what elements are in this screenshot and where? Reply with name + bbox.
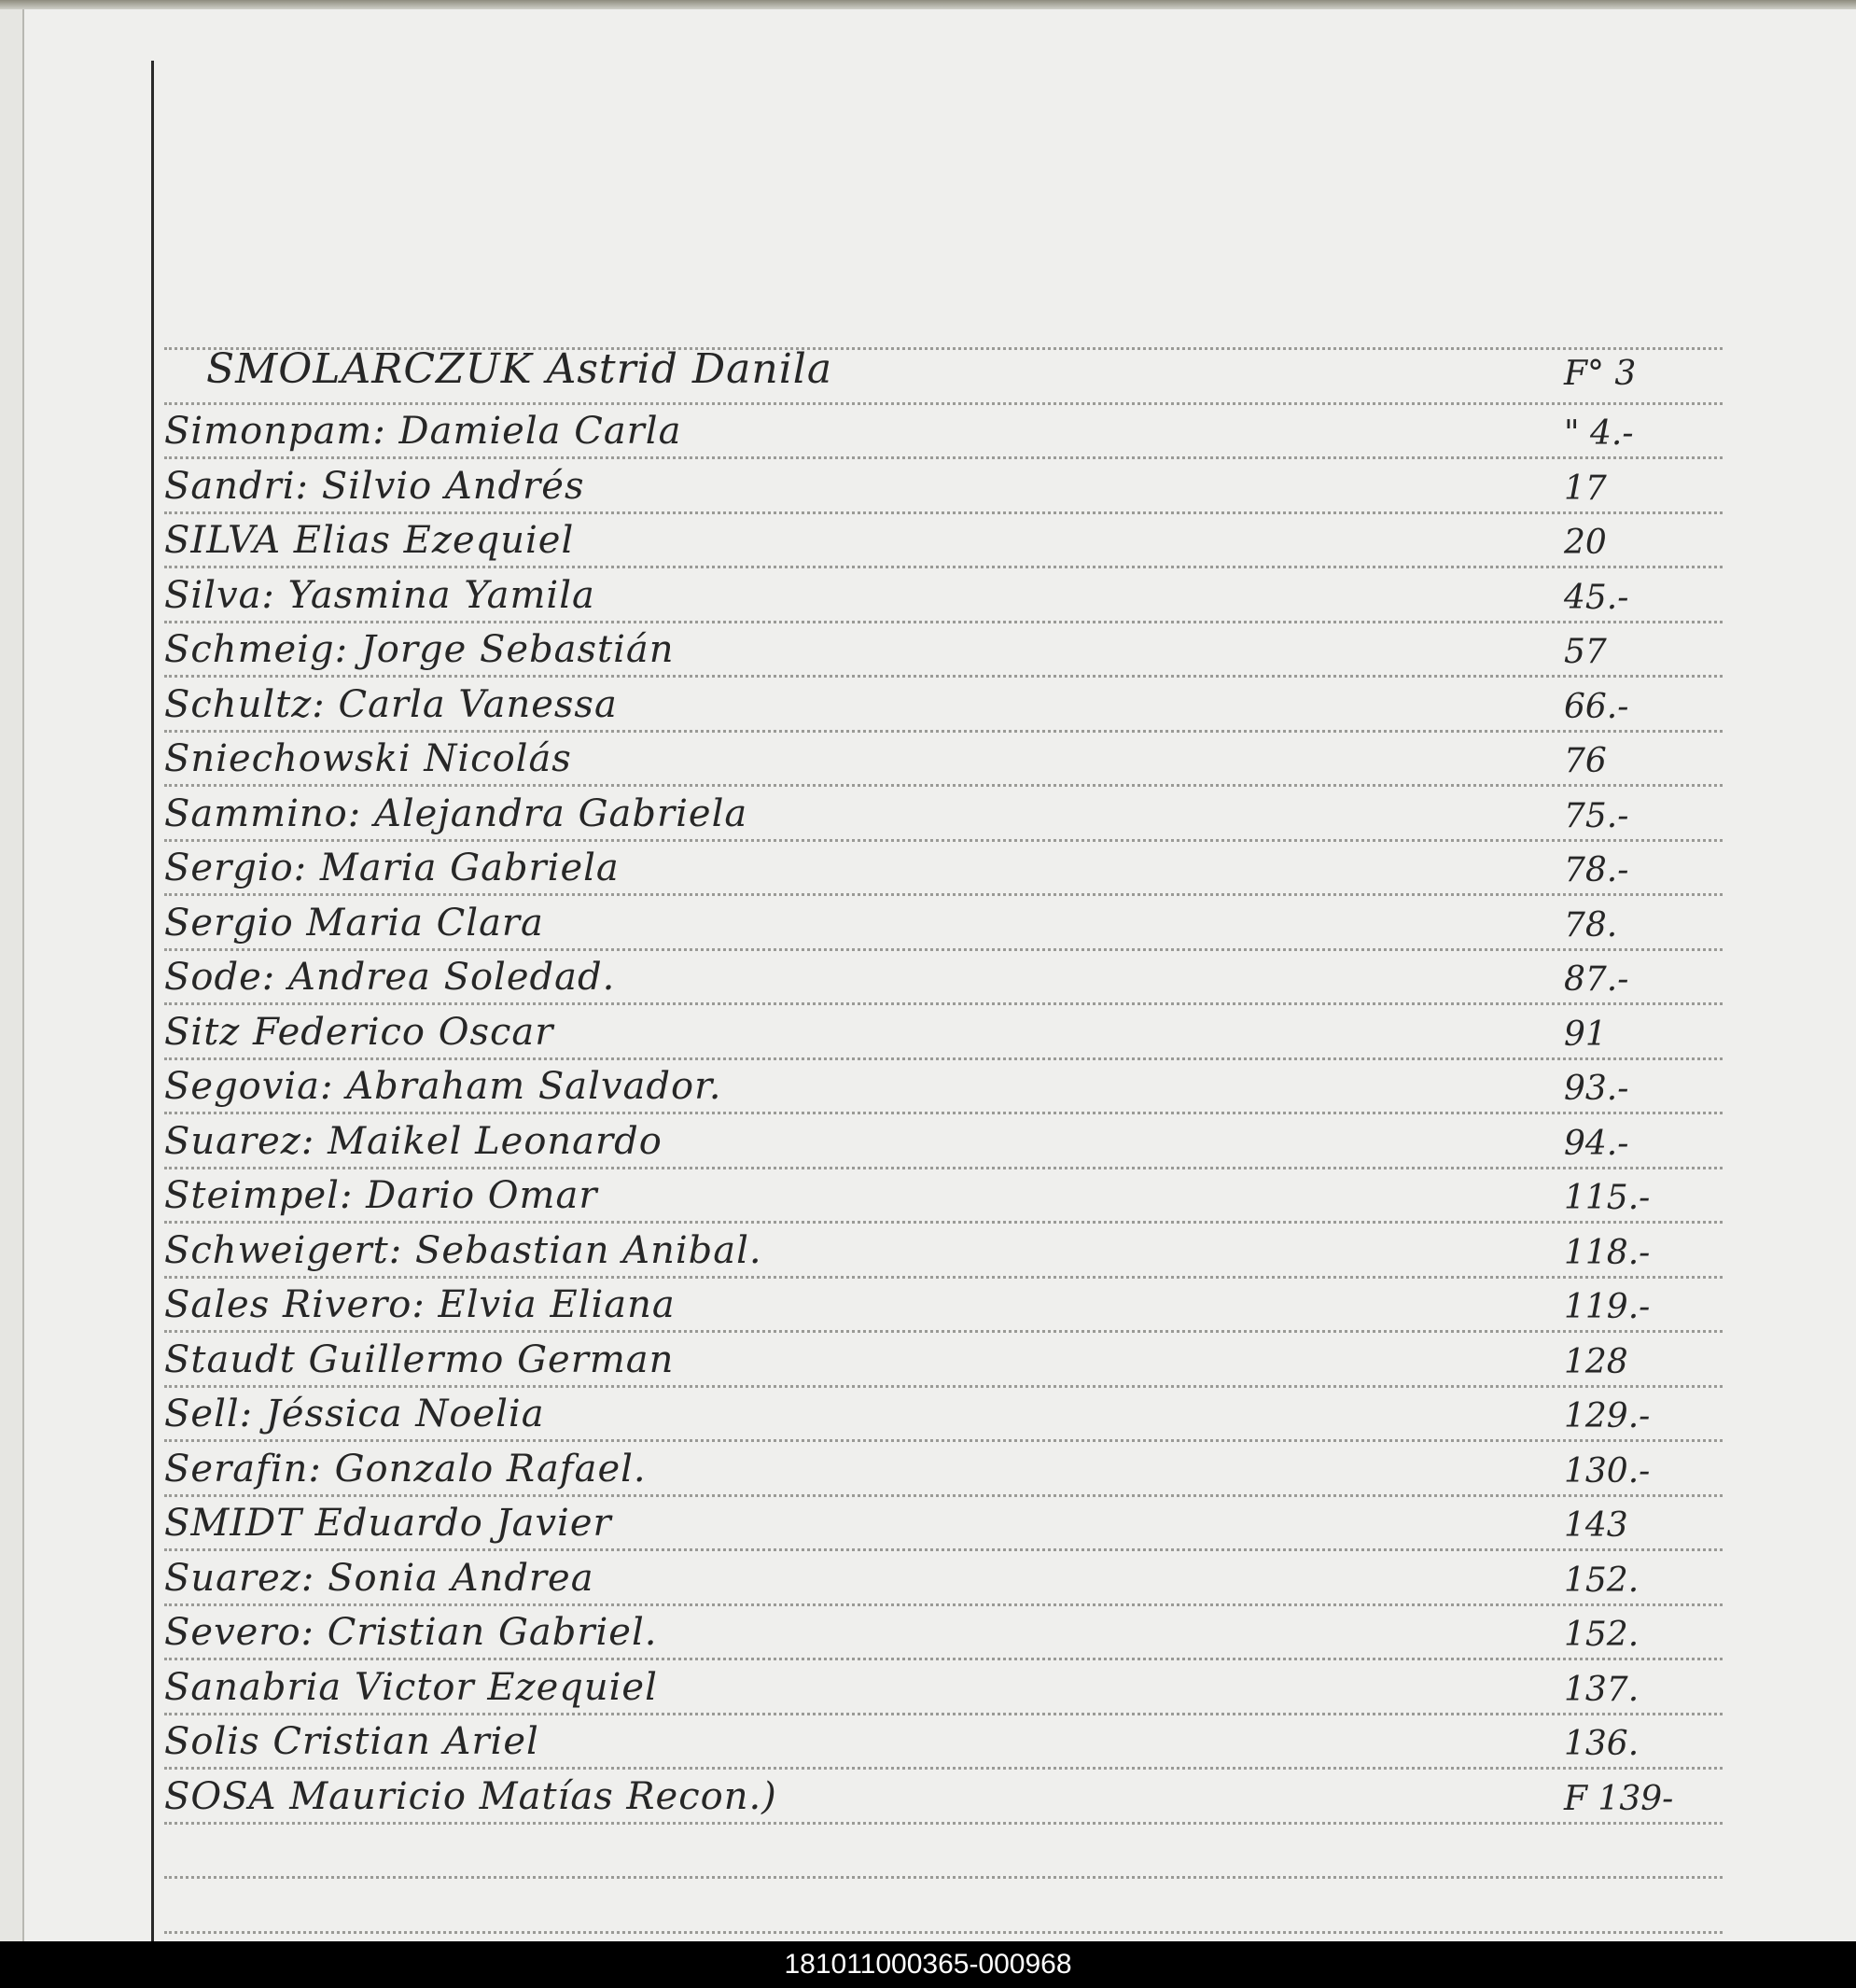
ruled-line (164, 566, 1723, 568)
entry-name: Segovia: Abraham Salvador. (164, 1065, 722, 1108)
entry-name: Sode: Andrea Soledad. (164, 956, 616, 999)
entry-folio: F° 3 (1564, 355, 1637, 393)
ruled-line (164, 1822, 1723, 1825)
ledger-entry (164, 345, 1732, 397)
ledger-entry (164, 1011, 1732, 1057)
ledger-entry (164, 737, 1732, 784)
ledger-entry (164, 574, 1732, 621)
ledger-entry (164, 465, 1732, 511)
ruled-line (164, 1931, 1723, 1934)
ledger-entry (164, 1393, 1732, 1439)
document-id-bar (0, 1941, 1856, 1988)
entry-folio: 137. (1564, 1671, 1640, 1709)
margin-line (151, 61, 154, 1941)
entry-name: Staudt Guillermo German (164, 1338, 675, 1381)
entry-folio: 57 (1564, 633, 1607, 671)
ledger-entry (164, 1775, 1732, 1822)
ledger-entry (164, 519, 1732, 566)
entry-name: Sanabria Victor Ezequiel (164, 1666, 658, 1709)
ruled-line (164, 1057, 1723, 1060)
ruled-line (164, 511, 1723, 514)
entry-name: Steimpel: Dario Omar (164, 1174, 598, 1217)
previous-page-edge (0, 9, 24, 1941)
ledger-entry (164, 792, 1732, 839)
ruled-line (164, 1330, 1723, 1333)
entry-name: Sergio: Maria Gabriela (164, 847, 620, 889)
entry-folio: " 4.- (1564, 414, 1634, 453)
ruled-line (164, 839, 1723, 842)
book-top-edge (0, 0, 1856, 9)
ledger-entry (164, 956, 1732, 1002)
entry-folio: 93.- (1564, 1070, 1629, 1108)
ruled-line (164, 675, 1723, 678)
entry-name: Sammino: Alejandra Gabriela (164, 792, 748, 835)
entry-name: SMOLARCZUK Astrid Danila (206, 345, 833, 393)
entry-folio: 118.- (1564, 1234, 1651, 1272)
ledger-entry (164, 1338, 1732, 1385)
entry-folio: 152. (1564, 1561, 1640, 1600)
entry-folio: 130.- (1564, 1452, 1651, 1491)
entry-name: Schweigert: Sebastian Anibal. (164, 1229, 762, 1272)
ledger-entry (164, 902, 1732, 948)
entry-folio: 17 (1564, 469, 1607, 508)
entry-folio: 115.- (1564, 1179, 1651, 1217)
entry-folio: 136. (1564, 1725, 1640, 1763)
ruled-line (164, 1439, 1723, 1442)
entry-name: SMIDT Eduardo Javier (164, 1502, 612, 1545)
entry-name: Suarez: Maikel Leonardo (164, 1120, 663, 1163)
ledger-entry (164, 628, 1732, 675)
entry-folio: 119.- (1564, 1288, 1651, 1326)
ledger-entry (164, 1229, 1732, 1276)
entry-folio: 20 (1564, 524, 1607, 562)
ledger-entry (164, 1174, 1732, 1221)
ruled-line (164, 1002, 1723, 1005)
ledger-entry (164, 847, 1732, 893)
ledger-entry (164, 1502, 1732, 1548)
entry-name: Schmeig: Jorge Sebastián (164, 628, 675, 671)
document-id: 181011000365-000968 (784, 1949, 1072, 1980)
ruled-line (164, 621, 1723, 623)
ruled-line (164, 1713, 1723, 1715)
entry-name: SOSA Mauricio Matías Recon.) (164, 1775, 777, 1818)
ruled-line (164, 784, 1723, 787)
entry-folio: 45.- (1564, 579, 1629, 617)
ruled-line (164, 1221, 1723, 1224)
entry-folio: 78. (1564, 906, 1618, 945)
entry-name: Severo: Cristian Gabriel. (164, 1611, 658, 1654)
ruled-line (164, 1112, 1723, 1114)
entry-name: Silva: Yasmina Yamila (164, 574, 595, 617)
ruled-line (164, 1385, 1723, 1388)
ruled-line (164, 456, 1723, 459)
ledger-entry (164, 1283, 1732, 1330)
ledger-entry (164, 1666, 1732, 1713)
entry-name: Solis Cristian Ariel (164, 1720, 539, 1763)
ruled-line (164, 1494, 1723, 1497)
entry-folio: 143 (1564, 1506, 1628, 1545)
entry-folio: 66.- (1564, 688, 1629, 726)
ruled-line (164, 893, 1723, 896)
entry-folio: 75.- (1564, 797, 1629, 835)
entry-folio: 78.- (1564, 851, 1629, 889)
entry-folio: F 139- (1564, 1780, 1674, 1818)
entry-name: Serafin: Gonzalo Rafael. (164, 1448, 647, 1491)
ledger-entry (164, 410, 1732, 456)
entry-name: Sitz Federico Oscar (164, 1011, 554, 1054)
ledger-entry (164, 1448, 1732, 1494)
ruled-line (164, 730, 1723, 733)
entry-folio: 87.- (1564, 960, 1629, 999)
entry-name: Sniechowski Nicolás (164, 737, 572, 780)
ruled-line (164, 1167, 1723, 1169)
entry-folio: 94.- (1564, 1125, 1629, 1163)
entry-folio: 152. (1564, 1616, 1640, 1654)
ledger-entry (164, 1120, 1732, 1167)
ruled-line (164, 1658, 1723, 1660)
entry-name: Sales Rivero: Elvia Eliana (164, 1283, 676, 1326)
ruled-line (164, 1603, 1723, 1606)
entry-name: Schultz: Carla Vanessa (164, 683, 618, 726)
entry-name: Simonpam: Damiela Carla (164, 410, 682, 453)
entry-folio: 91 (1564, 1015, 1607, 1054)
ledger-entry (164, 1065, 1732, 1112)
entry-name: SILVA Elias Ezequiel (164, 519, 575, 562)
ledger-entry (164, 1611, 1732, 1658)
entry-name: Sergio Maria Clara (164, 902, 544, 945)
entry-folio: 128 (1564, 1343, 1628, 1381)
ledger-entry (164, 1720, 1732, 1767)
ruled-line (164, 1276, 1723, 1279)
ruled-line (164, 1876, 1723, 1879)
ruled-line (164, 1767, 1723, 1770)
ruled-line (164, 1548, 1723, 1551)
entry-name: Sell: Jéssica Noelia (164, 1393, 545, 1435)
entry-name: Suarez: Sonia Andrea (164, 1557, 594, 1600)
ledger-page (24, 9, 1856, 1941)
ruled-line (164, 402, 1723, 405)
entry-folio: 76 (1564, 742, 1607, 780)
ledger-entry (164, 1557, 1732, 1603)
ruled-line (164, 948, 1723, 951)
entry-folio: 129.- (1564, 1397, 1651, 1435)
ledger-entry (164, 683, 1732, 730)
entry-name: Sandri: Silvio Andrés (164, 465, 585, 508)
